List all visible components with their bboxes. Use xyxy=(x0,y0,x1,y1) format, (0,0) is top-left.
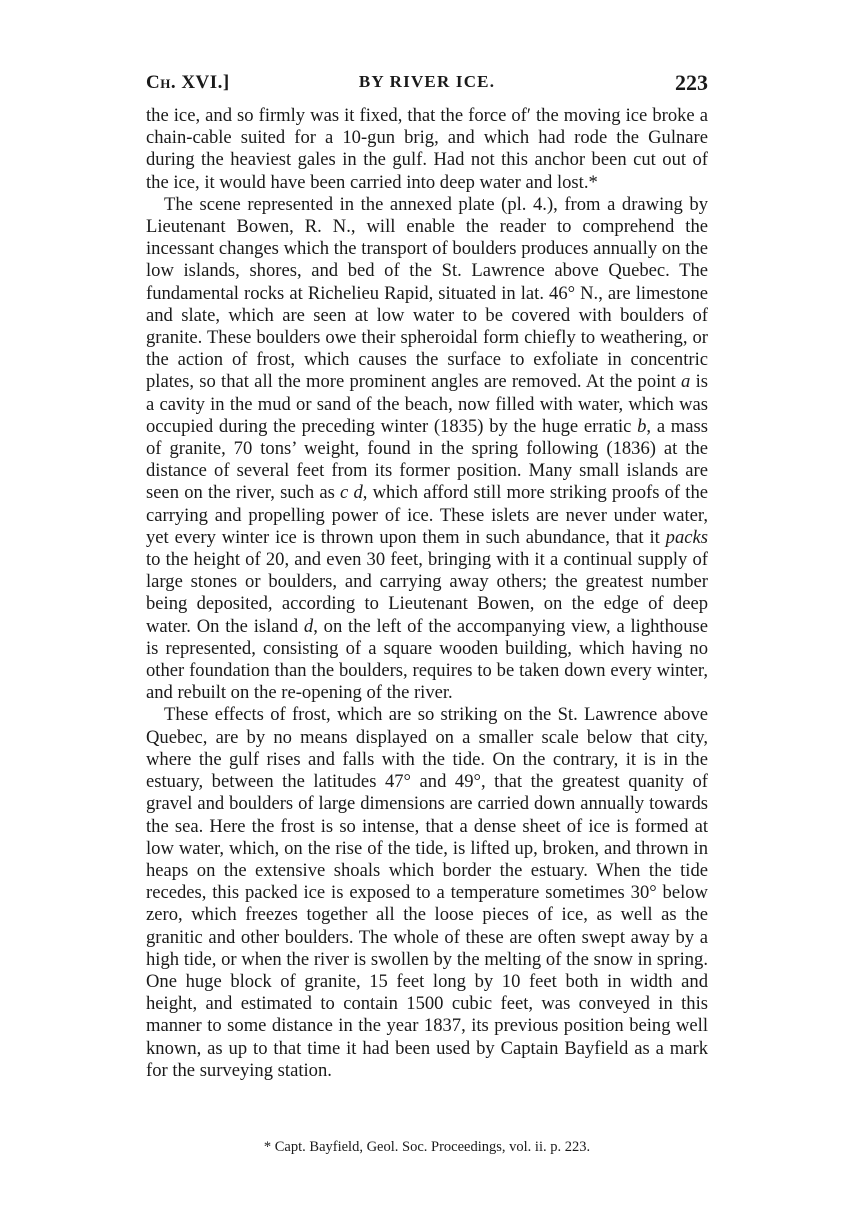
text-run: the ice, and so firmly was it fixed, that the force of′ the moving ice broke a chain-cable suited for a 10-gun brig, and which had rode the Gulnare during the heaviest gales in the gulf. Had not this anchor been cut out of the ice, it would have been carried into deep water and lost. xyxy=(146,105,708,193)
italic-text: d xyxy=(303,615,314,637)
footnote: * Capt. Bayfield, Geol. Soc. Proceedings, vol. ii. p. 223. xyxy=(263,1139,591,1155)
paragraph xyxy=(146,194,708,705)
paragraph xyxy=(146,704,708,1081)
text-run: to the height of 20, and even 30 feet, bringing with it a continual supply of large stones or boulders, and carrying away others; the greatest number being deposited, according to Lieutenant Bowen, on the edge of deep water. On the island xyxy=(146,549,708,637)
paragraph xyxy=(146,105,708,194)
text-run: is a cavity in the mud or sand of the beach, now filled with water, which was occupied during the preceding winter (1835) by the huge erratic xyxy=(146,371,708,437)
italic-text: a xyxy=(681,371,691,393)
italic-text: c d xyxy=(340,482,363,504)
running-header xyxy=(146,72,708,98)
text-run: These effects of frost, which are so striking on the St. Lawrence above Quebec, are by no means displayed on a smaller scale below that city, where the gulf rises and falls with the tide. On the contrary, it is in the estuary, between the latitudes 47° and 49°, that the greatest quanity of gravel and boulders of large dimensions are carried down annually towards the sea. Here the frost is so intense, that a dense sheet of ice is formed at low water, which, on the rise of the tide, is lifted up, broken, and thrown in heaps on the extensive shoals which border the estuary. When the tide recedes, this packed ice is exposed to a temperature sometimes 30° below zero, which freezes together all the loose pieces of ice, as well as the granitic and other boulders. The whole of these are often swept away by a high tide, or when the river is swollen by the melting of the snow in spring. One huge block of granite, 15 feet long by 10 feet both in width and height, and estimated to contain 1500 cubic feet, was conveyed in this manner to some distance in the year 1837, its previous position being well known, as up to that time it had been used by Captain Bayfield as a mark for the surveying station. xyxy=(146,704,708,1081)
text-run: , a mass of granite, 70 tons’ weight, found in the spring following (1836) at the distance of several feet from its former position. Many small islands are seen on the river, such as xyxy=(146,415,708,504)
chapter-marker: Ch. XVI.] xyxy=(146,72,230,93)
text-run: , which afford still more striking proofs of the carrying and propelling power of ice. These islets are never under water, yet every winter ice is thrown upon them in such abundance, that it xyxy=(146,482,708,548)
page-number: 223 xyxy=(675,70,708,95)
text-run: * xyxy=(588,171,598,193)
italic-text: b xyxy=(637,415,647,437)
text-run: , on the left of the accompanying view, a lighthouse is represented, consisting of a square wooden building, which having no other foundation than the boulders, requires to be taken down every winter, and rebuilt on the re-opening of the river. xyxy=(146,615,708,704)
running-title: BY RIVER ICE. xyxy=(358,72,496,91)
text-run: The scene represented in the annexed plate (pl. 4.), from a drawing by Lieutenant Bowen, R. N., will enable the reader to comprehend the incessant changes which the transport of boulders produces annually on the low islands, shores, and bed of the St. Lawrence above Quebec. The fundamental rocks at Richelieu Rapid, situated in lat. 46° N., are limestone and slate, which are seen at low water to be covered with boulders of granite. These boulders owe their spheroidal form chiefly to weathering, or the action of frost, which causes the surface to exfoliate in concentric plates, so that all the more prominent angles are removed. At the point xyxy=(146,193,708,393)
italic-text: packs xyxy=(665,526,708,548)
body-text xyxy=(146,105,708,1082)
